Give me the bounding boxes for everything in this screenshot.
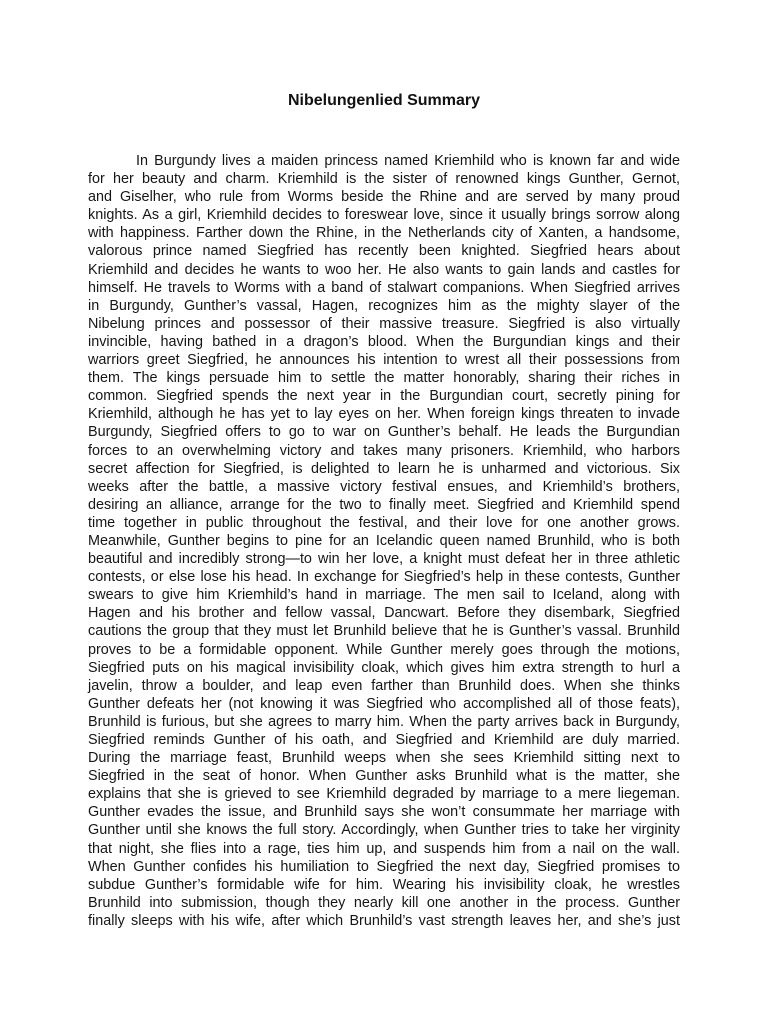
- paragraph-line: common. Siegfried spends the next year in the Burgundian court, secretly pining for: [88, 388, 680, 405]
- paragraph-line: Siegfried puts on his magical invisibility cloak, which gives him extra strength to hurl a: [88, 659, 680, 676]
- paragraph-line: finally sleeps with his wife, after which Brunhild’s vast strength leaves her, and she’s just: [88, 912, 680, 929]
- paragraph-line: Kriemhild, although he has yet to lay eyes on her. When foreign kings threaten to invade: [88, 406, 680, 423]
- paragraph-line: in Burgundy, Gunther’s vassal, Hagen, recognizes him as the mighty slayer of the: [88, 297, 680, 314]
- paragraph-line: javelin, throw a boulder, and leap even farther than Brunhild does. When she thinks: [88, 677, 680, 694]
- paragraph-line: and Giselher, who rule from Worms beside the Rhine and are served by many proud: [88, 189, 680, 206]
- paragraph-line: Burgundy, Siegfried offers to go to war on Gunther’s behalf. He leads the Burgundian: [88, 424, 680, 441]
- paragraph-line: Brunhild is furious, but she agrees to marry him. When the party arrives back in Burgundy,: [88, 713, 680, 730]
- page-title: Nibelungenlied Summary: [287, 92, 481, 109]
- paragraph-line: with happiness. Farther down the Rhine, in the Netherlands city of Xanten, a handsome,: [88, 225, 680, 242]
- paragraph-line: weeks after the battle, a massive victory festival ensues, and Kriemhild’s brothers,: [88, 478, 680, 495]
- paragraph-line: warriors greet Siegfried, he announces his intention to wrest all their possessions from: [88, 352, 680, 369]
- paragraph-line: Kriemhild and decides he wants to woo her. He also wants to gain lands and castles for: [88, 261, 680, 278]
- paragraph-line: secret affection for Siegfried, is delighted to learn he is unharmed and victorious. Six: [88, 460, 680, 477]
- paragraph-line: contests, or else lose his head. In exchange for Siegfried’s help in these contests, Gunther: [88, 569, 680, 586]
- paragraph-line: knights. As a girl, Kriemhild decides to foreswear love, since it usually brings sorrow along: [88, 207, 680, 224]
- paragraph-line: subdue Gunther’s formidable wife for him. Wearing his invisibility cloak, he wrestles: [88, 876, 680, 893]
- paragraph-line: them. The kings persuade him to settle the matter honorably, sharing their riches in: [88, 370, 680, 387]
- paragraph-line: time together in public throughout the festival, and their love for one another grows.: [88, 514, 680, 531]
- paragraph-line: When Gunther confides his humiliation to Siegfried the next day, Siegfried promises to: [88, 858, 680, 875]
- paragraph-line: valorous prince named Siegfried has recently been knighted. Siegfried hears about: [88, 243, 680, 260]
- summary-paragraph: [88, 152, 680, 930]
- paragraph-line: explains that she is grieved to see Kriemhild degraded by marriage to a mere liegeman.: [88, 786, 680, 803]
- paragraph-line: himself. He travels to Worms with a band of stalwart companions. When Siegfried arrives: [88, 279, 680, 296]
- paragraph-line: that night, she flies into a rage, ties him up, and suspends him from a nail on the wall.: [88, 840, 680, 857]
- paragraph-line: Hagen and his brother and fellow vassal, Dancwart. Before they disembark, Siegfried: [88, 605, 680, 622]
- paragraph-line: proves to be a formidable opponent. While Gunther merely goes through the motions,: [88, 641, 680, 658]
- paragraph-line: swears to give him Kriemhild’s hand in marriage. The men sail to Iceland, along with: [88, 587, 680, 604]
- paragraph-line: forces to an overwhelming victory and takes many prisoners. Kriemhild, who harbors: [88, 442, 680, 459]
- paragraph-line: cautions the group that they must let Brunhild believe that he is Gunther’s vassal. Brunhild: [88, 623, 680, 640]
- paragraph-line: Gunther until she knows the full story. Accordingly, when Gunther tries to take her virginity: [88, 822, 680, 839]
- paragraph-line: Meanwhile, Gunther begins to pine for an Icelandic queen named Brunhild, who is both: [88, 532, 680, 549]
- paragraph-line: Brunhild into submission, though they nearly kill one another in the process. Gunther: [88, 894, 680, 911]
- paragraph-line: Gunther defeats her (not knowing it was Siegfried who accomplished all of those feats),: [88, 695, 680, 712]
- paragraph-line: Siegfried reminds Gunther of his oath, and Siegfried and Kriemhild are duly married.: [88, 732, 680, 748]
- paragraph-line: During the marriage feast, Brunhild weeps when she sees Kriemhild sitting next to: [88, 750, 680, 767]
- paragraph-line: for her beauty and charm. Kriemhild is the sister of renowned kings Gunther, Gernot,: [88, 171, 680, 188]
- paragraph-line: Siegfried in the seat of honor. When Gunther asks Brunhild what is the matter, she: [88, 768, 680, 785]
- paragraph-line: invincible, having bathed in a dragon’s blood. When the Burgundian kings and their: [88, 333, 680, 350]
- paragraph-line: Gunther evades the issue, and Brunhild says she won’t consummate her marriage with: [88, 804, 680, 821]
- paragraph-line: desiring an alliance, arrange for the two to finally meet. Siegfried and Kriemhild spend: [88, 496, 680, 513]
- paragraph-line: Nibelung princes and possessor of their massive treasure. Siegfried is also virtually: [88, 315, 680, 332]
- paragraph-line: beautiful and incredibly strong—to win her love, a knight must defeat her in three athletic: [88, 551, 680, 568]
- paragraph-line: In Burgundy lives a maiden princess named Kriemhild who is known far and wide: [136, 153, 680, 169]
